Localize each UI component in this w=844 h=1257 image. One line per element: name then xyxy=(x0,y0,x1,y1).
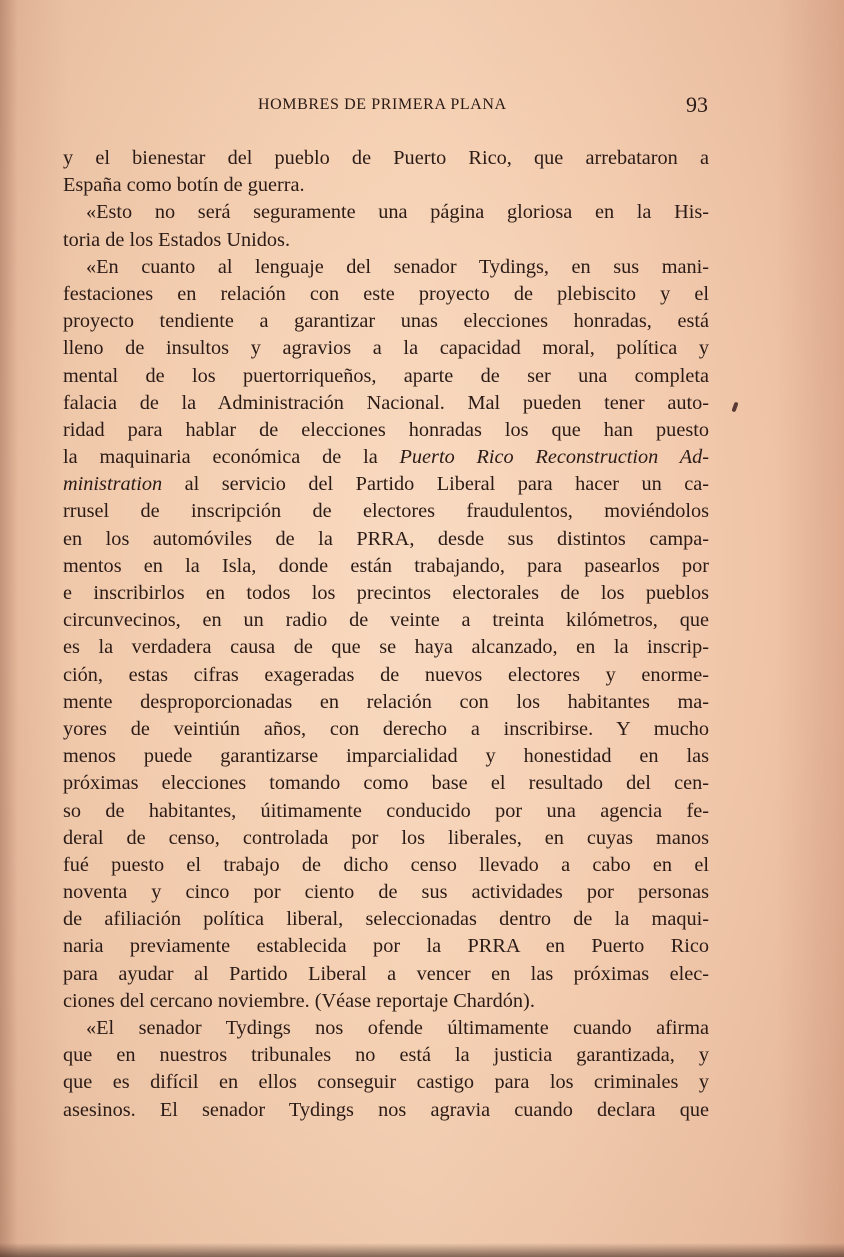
text-line: rrusel de inscripción de electores fraudulentos, moviéndolos xyxy=(63,500,709,523)
text-line: próximas elecciones tomando como base el resultado del cen- xyxy=(63,772,709,795)
text-line: deral de censo, controlada por los liberales, en cuyas manos xyxy=(63,826,709,849)
body-text xyxy=(63,145,709,1124)
text-segment: la maquinaria económica de la xyxy=(63,446,400,469)
text-line: para ayudar al Partido Liberal a vencer en las próximas elec- xyxy=(63,962,709,985)
text-line: mente desproporcionadas en relación con los habitantes ma- xyxy=(63,690,709,713)
text-line: en los automóviles de la PRRA, desde sus distintos campa- xyxy=(63,527,709,550)
text-line: «El senador Tydings nos ofende últimamente cuando afirma xyxy=(86,1017,709,1039)
text-line: menos puede garantizarse imparcialidad y honestidad en las xyxy=(63,745,709,768)
text-segment: al servicio del Partido Liberal para hacer un ca- xyxy=(162,473,709,496)
text-line: so de habitantes, úitimamente conducido por una agencia fe- xyxy=(63,799,709,822)
text-line: mentos en la Isla, donde están trabajando, para pasearlos por xyxy=(63,554,709,577)
text-line: noventa y cinco por ciento de sus actividades por personas xyxy=(63,881,709,904)
text-line: fué puesto el trabajo de dicho censo llevado a cabo en el xyxy=(63,853,709,876)
text-line: festaciones en relación con este proyecto de plebiscito y el xyxy=(63,282,709,305)
text-line: toria de los Estados Unidos. xyxy=(63,228,291,251)
text-line: naria previamente establecida por la PRRA en Puerto Rico xyxy=(63,935,709,958)
text-line xyxy=(63,471,709,498)
text-line: mental de los puertorriqueños, aparte de ser una completa xyxy=(63,364,709,387)
text-line: y el bienestar del pueblo de Puerto Rico, que arrebataron a xyxy=(63,147,709,169)
text-line: que en nuestros tribunales no está la justicia garantizada, y xyxy=(63,1044,709,1067)
text-line: ción, estas cifras exageradas de nuevos electores y enorme- xyxy=(63,663,709,686)
italic-title-segment: ministration xyxy=(63,473,163,496)
text-line: yores de veintiún años, con derecho a inscribirse. Y mucho xyxy=(63,717,709,740)
text-line: asesinos. El senador Tydings nos agravia cuando declara que xyxy=(63,1098,709,1121)
ink-speck xyxy=(731,402,738,413)
text-line: circunvecinos, en un radio de veinte a treinta kilómetros, que xyxy=(63,609,709,632)
text-line: e inscribirlos en todos los precintos electorales de los pueblos xyxy=(63,582,709,604)
text-line: ciones del cercano noviembre. (Véase reportaje Chardón). xyxy=(63,989,535,1012)
text-line: «En cuanto al lenguaje del senador Tydings, en sus mani- xyxy=(86,255,709,278)
page-number: 93 xyxy=(686,92,708,117)
text-line: ridad para hablar de elecciones honradas los que han puesto xyxy=(63,418,709,441)
text-line: es la verdadera causa de que se haya alcanzado, en la inscrip- xyxy=(63,636,709,659)
text-line: proyecto tendiente a garantizar unas elecciones honradas, está xyxy=(63,310,709,333)
text-line: falacia de la Administración Nacional. Mal pueden tener auto- xyxy=(63,391,709,414)
text-line: de afiliación política liberal, seleccionadas dentro de la maqui- xyxy=(63,908,709,931)
text-line: «Esto no será seguramente una página gloriosa en la His- xyxy=(86,201,709,224)
text-line: España como botín de guerra. xyxy=(63,174,305,197)
italic-title-segment: Puerto Rico Reconstruction Ad- xyxy=(399,446,709,469)
text-line: lleno de insultos y agravios a la capacidad moral, política y xyxy=(63,337,709,360)
page-header xyxy=(258,92,708,122)
running-title: HOMBRES DE PRIMERA PLANA xyxy=(258,96,507,113)
text-line: que es difícil en ellos conseguir castigo para los criminales y xyxy=(63,1071,709,1094)
text-line xyxy=(63,444,709,471)
